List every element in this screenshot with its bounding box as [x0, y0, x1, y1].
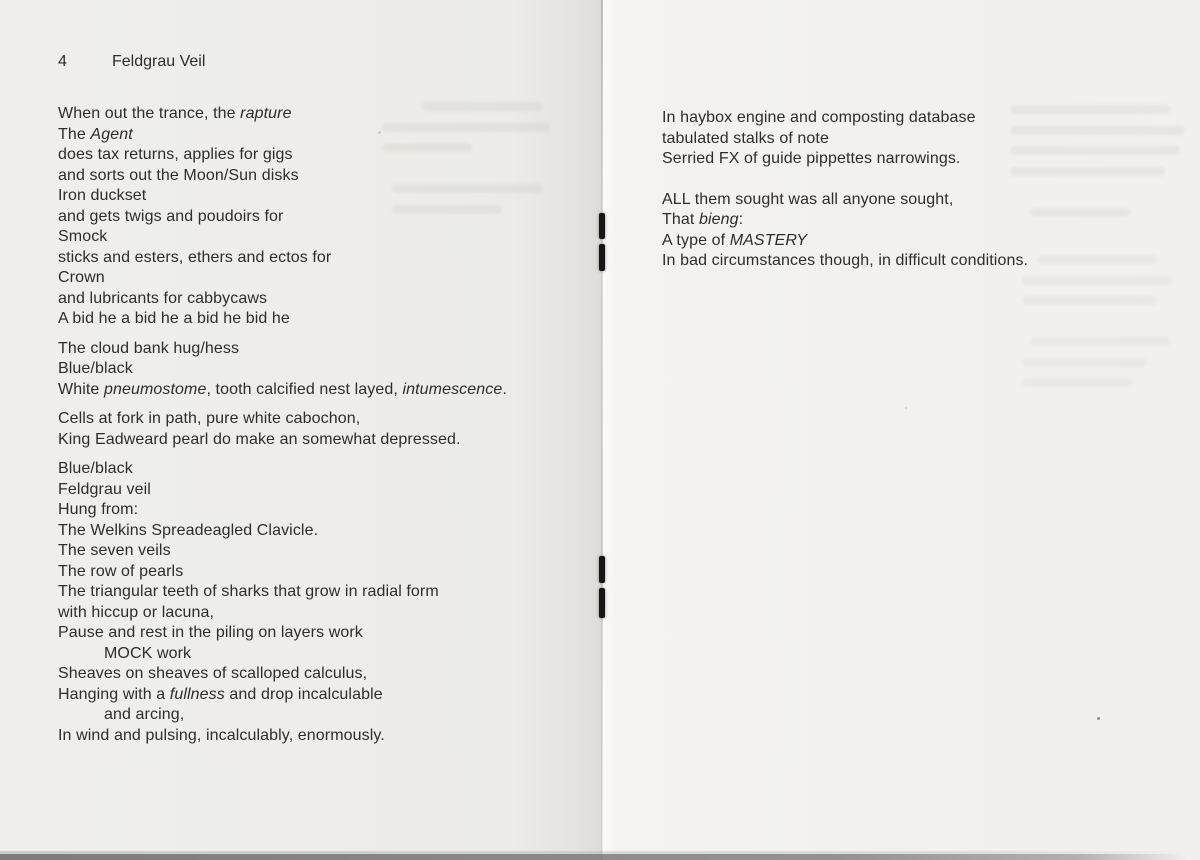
poem-line: The seven veils — [58, 542, 171, 559]
poem-line: sticks and esters, ethers and ectos for — [58, 248, 332, 266]
staple — [598, 213, 606, 271]
paper-speck — [378, 131, 381, 134]
stanza — [662, 190, 1028, 272]
poem-line: The triangular teeth of sharks that grow in radial form — [58, 583, 439, 600]
poem-line: A bid he a bid he a bid he bid he — [58, 310, 290, 327]
poem-line: A type of MASTERY — [662, 231, 808, 249]
stanza — [58, 409, 507, 450]
gutter-fold — [601, 0, 603, 860]
right-page — [602, 0, 1200, 860]
poem-line: That bieng: — [662, 211, 744, 228]
poem-line: The Welkins Spreadeagled Clavicle. — [58, 521, 319, 539]
poem-line: King Eadweard pearl do make an somewhat depressed. — [58, 430, 461, 448]
poem-line: MOCK work — [104, 644, 192, 662]
poem-line: Hung from: — [58, 501, 139, 518]
show-through-text — [382, 102, 557, 225]
page-header — [58, 52, 205, 72]
poem-line: The row of pearls — [58, 562, 184, 580]
poem-line: In bad circumstances though, in difficult conditions. — [662, 252, 1029, 269]
poem-line: The Agent — [58, 125, 133, 143]
poem-line: White pneumostome, tooth calcified nest layed, intumescence. — [58, 380, 507, 398]
poem-line: Hanging with a fullness and drop incalculable — [58, 685, 383, 703]
poem-line: Cells at fork in path, pure white cabochon, — [58, 410, 361, 427]
poem-line: Blue/black — [58, 360, 133, 377]
stanza — [58, 459, 507, 746]
poem-line: ALL them sought was all anyone sought, — [662, 190, 954, 208]
running-title: Feldgrau Veil — [112, 53, 206, 70]
poem-line: In wind and pulsing, incalculably, enormously. — [58, 726, 385, 744]
poem-line: and gets twigs and poudoirs for — [58, 207, 284, 225]
page-number: 4 — [58, 53, 67, 70]
stanza — [58, 339, 507, 401]
poem-line: Iron duckset — [58, 187, 147, 204]
poem-line: Smock — [58, 228, 108, 245]
poem-line: Feldgrau veil — [58, 480, 151, 498]
poem-line: Sheaves on sheaves of scalloped calculus, — [58, 665, 368, 682]
show-through-text — [1022, 255, 1192, 399]
poem-line: with hiccup or lacuna, — [58, 603, 215, 621]
stanza — [662, 108, 1028, 170]
poem-right — [662, 108, 1028, 272]
poem-line: Pause and rest in the piling on layers work — [58, 624, 363, 641]
poem-line: The cloud bank hug/hess — [58, 339, 240, 357]
poem-line: Blue/black — [58, 460, 133, 477]
paper-speck — [905, 407, 907, 409]
poem-line: When out the trance, the rapture — [58, 105, 292, 122]
staple — [598, 556, 606, 618]
poem-line: tabulated stalks of note — [662, 129, 829, 147]
poem-line: and arcing, — [104, 706, 185, 723]
poem-line: In haybox engine and composting database — [662, 109, 976, 126]
paper-speck — [1097, 717, 1100, 720]
poem-line: and sorts out the Moon/Sun disks — [58, 166, 299, 184]
poem-line: does tax returns, applies for gigs — [58, 146, 293, 163]
show-through-text — [1010, 105, 1190, 228]
scan-edge — [0, 854, 1200, 860]
poem-line: Serried FX of guide pippettes narrowings. — [662, 150, 961, 167]
poem-line: and lubricants for cabbycaws — [58, 289, 268, 307]
poem-line: Crown — [58, 269, 105, 286]
